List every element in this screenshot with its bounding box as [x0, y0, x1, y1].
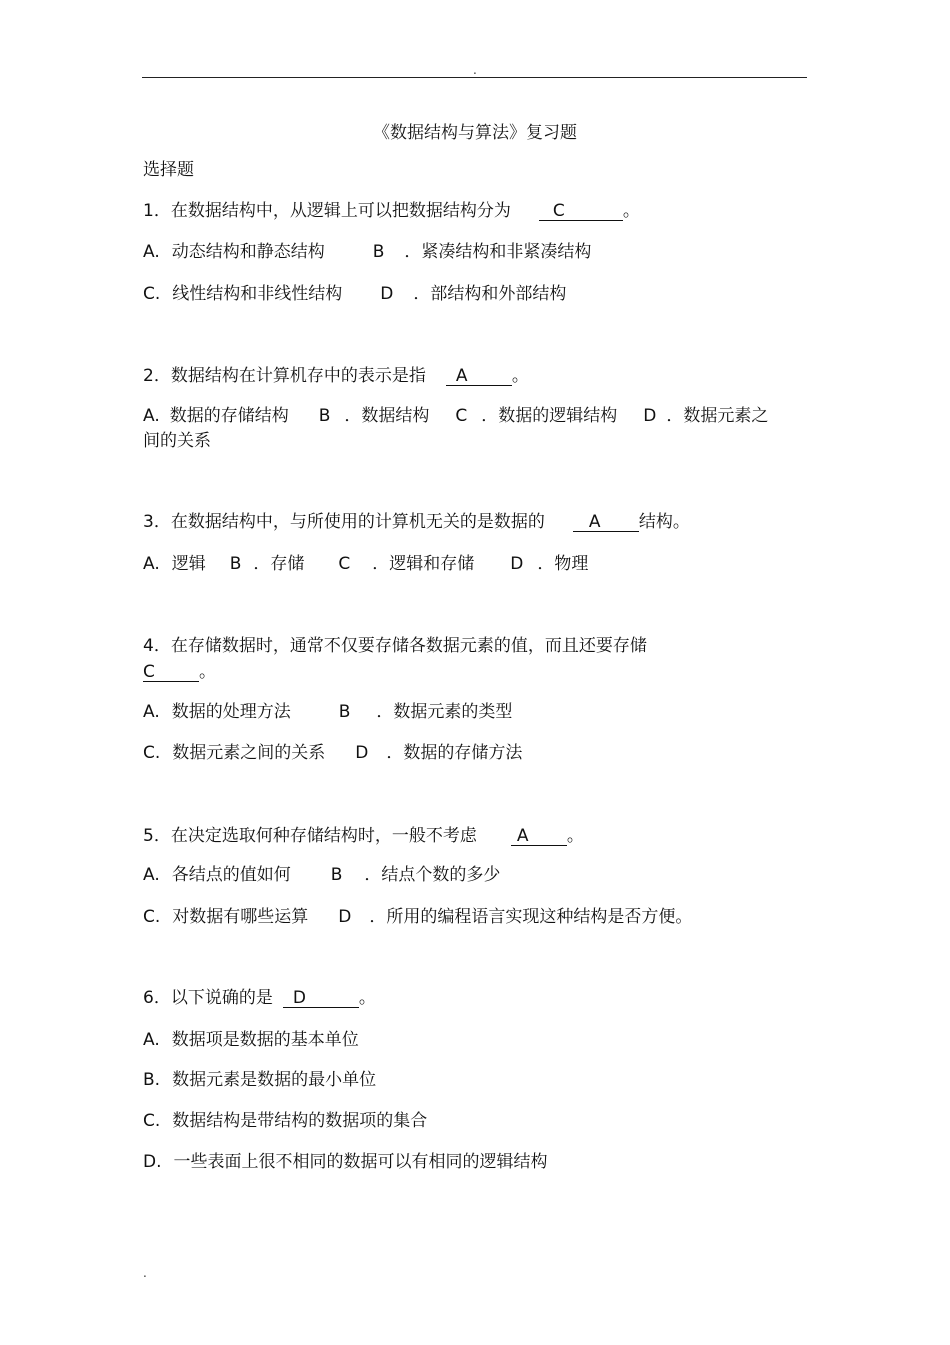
option-label: B [338, 702, 351, 722]
question-stem: 在决定选取何种存储结构时，一般不考虑 [170, 826, 477, 846]
question-number: 6． [143, 988, 171, 1008]
question-number: 5． [143, 826, 171, 846]
question-end: 。 [622, 201, 640, 221]
option-label: C [338, 554, 351, 574]
answer-blank: D [283, 989, 359, 1008]
answer-blank: A [446, 367, 512, 386]
option-label: D [355, 743, 369, 763]
option-text: 间的关系 [143, 431, 211, 451]
q4-options-cd [143, 741, 522, 765]
option-text: ．数据元素之 [666, 406, 769, 426]
option-text: ．逻辑和存储 [372, 554, 475, 574]
question-number: 2． [143, 366, 171, 386]
question-stem: 在存储数据时，通常不仅要存储各数据元素的值，而且还要存储 [170, 636, 647, 656]
option-label: A. [143, 1030, 160, 1050]
question-1 [143, 199, 640, 223]
header-rule [142, 77, 807, 78]
question-number: 4． [143, 636, 171, 656]
q5-options-ab [143, 863, 500, 887]
option-label: A. [143, 554, 160, 574]
q6-option-c [143, 1109, 427, 1133]
option-label: D [338, 907, 352, 927]
header-mark: . [473, 63, 477, 77]
answer-blank: C [539, 202, 623, 221]
answer-blank: C [143, 663, 199, 682]
option-label: D [643, 406, 657, 426]
question-stem: 在数据结构中，与所使用的计算机无关的是数据的 [170, 512, 545, 532]
option-text: 对数据有哪些运算 [172, 907, 309, 927]
option-text: 数据元素是数据的最小单位 [172, 1070, 377, 1090]
question-6 [143, 986, 376, 1010]
option-label: B [372, 242, 385, 262]
option-label: A. [143, 702, 160, 722]
option-text: ．部结构和外部结构 [413, 284, 567, 304]
q4-options-ab [143, 700, 512, 724]
option-text: 各结点的值如何 [171, 865, 291, 885]
question-stem: 在数据结构中，从逻辑上可以把数据结构分为 [170, 201, 511, 221]
q6-option-a [143, 1028, 359, 1052]
option-label: D [510, 554, 524, 574]
question-4 [143, 634, 647, 658]
option-text: ．数据元素的类型 [376, 702, 513, 722]
question-2 [143, 364, 529, 388]
q1-options-cd [143, 282, 566, 306]
question-end: 。 [358, 988, 376, 1008]
option-label: A. [143, 865, 160, 885]
option-label: D [380, 284, 394, 304]
option-text: 数据的存储结构 [169, 406, 289, 426]
question-stem: 数据结构在计算机存中的表示是指 [170, 366, 426, 386]
option-text: ．结点个数的多少 [364, 865, 501, 885]
q6-option-d [143, 1150, 548, 1174]
q2-options [143, 404, 808, 454]
question-end: 。 [566, 826, 584, 846]
option-label: C. [143, 743, 161, 763]
option-label: C [455, 406, 468, 426]
question-5 [143, 824, 584, 848]
option-text: 数据元素之间的关系 [172, 743, 326, 763]
option-text: 线性结构和非线性结构 [172, 284, 343, 304]
option-text: 数据项是数据的基本单位 [171, 1030, 359, 1050]
footer-mark: . [143, 1266, 147, 1280]
option-label: B. [143, 1070, 161, 1090]
option-label: B [318, 406, 331, 426]
option-label: C. [143, 907, 161, 927]
option-text: 一些表面上很不相同的数据可以有相同的逻辑结构 [173, 1152, 548, 1172]
question-4-blank-line [143, 660, 216, 684]
question-end: 结构。 [638, 512, 690, 532]
page-title: 《数据结构与算法》复习题 [373, 123, 577, 143]
option-label: B [330, 865, 343, 885]
option-text: ．数据的存储方法 [386, 743, 523, 763]
question-3 [143, 510, 690, 534]
option-text: ．所用的编程语言实现这种结构是否方便。 [369, 907, 693, 927]
question-number: 3． [143, 512, 171, 532]
option-text: 逻辑 [171, 554, 206, 574]
section-heading: 选择题 [143, 160, 194, 180]
option-label: C. [143, 284, 161, 304]
option-text: 数据结构是带结构的数据项的集合 [172, 1111, 428, 1131]
question-end: 。 [199, 662, 216, 682]
option-text: ．存储 [253, 554, 305, 574]
question-end: 。 [511, 366, 529, 386]
q1-options-ab [143, 240, 591, 264]
option-label: C. [143, 1111, 161, 1131]
option-label: D. [143, 1152, 162, 1172]
question-number: 1． [143, 201, 171, 221]
answer-blank: A [511, 827, 567, 846]
option-text: 动态结构和静态结构 [171, 242, 325, 262]
option-label: A. [143, 406, 160, 426]
option-text: ．数据结构 [344, 406, 430, 426]
answer-blank: A [573, 513, 639, 532]
q5-options-cd [143, 905, 692, 929]
option-text: ．物理 [537, 554, 589, 574]
q6-option-b [143, 1068, 376, 1092]
option-text: 数据的处理方法 [171, 702, 291, 722]
option-text: ．紧凑结构和非紧凑结构 [404, 242, 592, 262]
option-label: A. [143, 242, 160, 262]
q3-options [143, 552, 588, 576]
option-label: B [229, 554, 242, 574]
option-text: ．数据的逻辑结构 [481, 406, 618, 426]
question-stem: 以下说确的是 [170, 988, 273, 1008]
